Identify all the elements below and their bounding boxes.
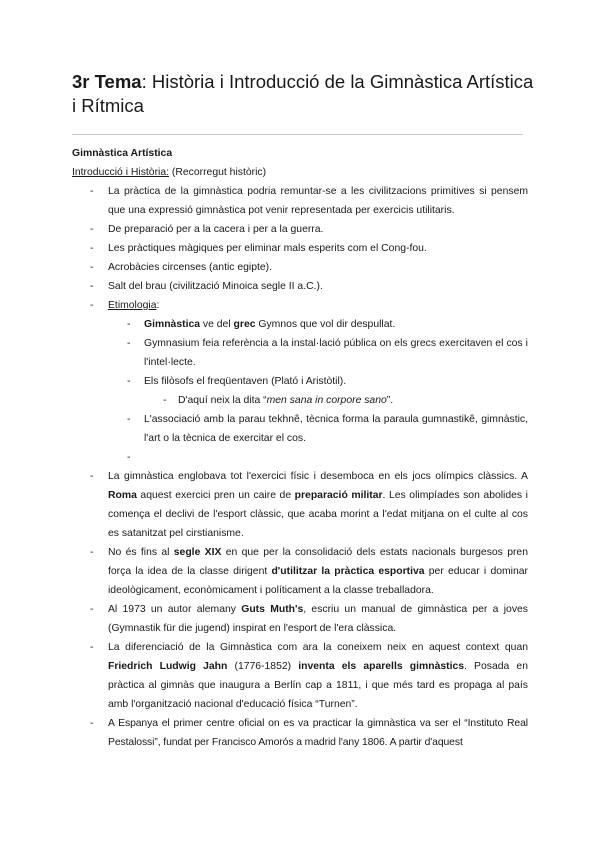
list-item <box>72 239 528 258</box>
title-bold: 3r Tema <box>72 71 142 92</box>
bold-term: Gimnàstica <box>144 319 201 330</box>
bullet-dash: - <box>90 243 94 254</box>
list-item <box>72 220 528 239</box>
etymology-heading: Etimologia <box>108 300 157 311</box>
sub-list-item <box>72 334 528 372</box>
list-item <box>72 182 528 220</box>
bold-term: d'utilitzar la pràctica esportiva <box>271 566 425 577</box>
horizontal-divider <box>72 134 523 135</box>
bullet-dash: - <box>90 471 94 482</box>
list-item-etymology <box>72 296 528 315</box>
bullet-dash: - <box>127 338 131 349</box>
list-item-text: Les pràctiques màgiques per eliminar mals esperits com el Cong-fou. <box>108 243 427 254</box>
sub-sub-list-item <box>72 391 528 410</box>
text-run: per educar i dominar ideològicament, econòmicament i políticament a la classe treballadora. <box>108 566 528 596</box>
bullet-dash: - <box>90 547 94 558</box>
list-item <box>72 714 528 752</box>
etymology-colon: : <box>156 300 160 311</box>
text-run: Els filòsofs el freqüentaven (Plató i Aristòtil). <box>144 376 347 387</box>
sub-list-item <box>72 315 528 334</box>
text-run: aquest exercici pren un caire de <box>136 490 295 501</box>
bullet-dash: - <box>90 642 94 653</box>
text-run: D'aquí neix la dita “ <box>178 395 267 406</box>
text-run: , escriu un manual de gimnàstica per a joves (Gymnastik für die jugend) inspirat en l'esport de l'era clàssica. <box>108 604 528 634</box>
bullet-dash: - <box>90 262 94 273</box>
bullet-dash: - <box>90 604 94 615</box>
text-run: Gymnos que vol dir despullat. <box>255 319 396 330</box>
bullet-dash: - <box>90 224 94 235</box>
bold-term: preparació militar <box>294 490 383 501</box>
list-item <box>72 277 528 296</box>
bullet-dash: - <box>90 718 94 729</box>
sub-list-item <box>72 372 528 391</box>
bold-term: grec <box>233 319 256 330</box>
text-run: A Espanya el primer centre oficial on es va practicar la gimnàstica va ser el “Instituto Real Pestalossi”, fundat per Francisco Amorós a madrid l'any 1806. A partir d'aquest <box>108 718 528 748</box>
sub-list-item-empty <box>72 448 528 467</box>
bold-term: Guts Muth's <box>241 604 304 615</box>
bold-term: Roma <box>108 490 137 501</box>
bullet-dash: - <box>90 281 94 292</box>
list-item <box>72 258 528 277</box>
bullet-dash: - <box>127 376 131 387</box>
bullet-dash: - <box>127 319 131 330</box>
text-run: Gymnasium feia referència a la instal·lació pública on els grecs exercitaven el cos i l'intel·lecte. <box>144 338 528 368</box>
list-item <box>72 467 528 543</box>
latin-quote: men sana in corpore sano <box>266 395 387 406</box>
bold-term: Friedrich Ludwig Jahn <box>108 661 228 672</box>
text-run: (1776-1852) <box>227 661 299 672</box>
text-run: ve del <box>200 319 234 330</box>
bullet-dash: - <box>163 395 167 406</box>
text-run: No és fins al <box>108 547 174 558</box>
subheading-underlined: Introducció i Història: <box>72 167 170 178</box>
section-heading: Gimnàstica Artística <box>72 148 173 159</box>
text-run: La gimnàstica englobava tot l'exercici físic i desemboca en els jocs olímpics clàssics. A <box>108 471 528 482</box>
bullet-dash: - <box>127 414 131 425</box>
list-item-text: Acrobàcies circenses (antic egipte). <box>108 262 273 273</box>
title-rest: : Història i Introducció de la Gimnàstica Artística i Rítmica <box>72 71 534 116</box>
bullet-dash: - <box>90 186 94 197</box>
bold-term: segle XIX <box>173 547 222 558</box>
text-run: . Posada en pràctica al gimnàs que inaugura a Berlín cap a 1811, i que més tard es propaga al país amb l'organització nacional d'educació física “Turnen”. <box>108 661 528 710</box>
text-run: Al 1973 un autor alemany <box>108 604 242 615</box>
list-item-text: De preparació per a la cacera i per a la guerra. <box>108 224 324 235</box>
bold-term: inventa els aparells gimnàstics <box>298 661 465 672</box>
page-title <box>72 70 542 118</box>
sub-list-item <box>72 410 528 448</box>
list-item-text: Salt del brau (civilització Minoica segle II a.C.). <box>108 281 323 292</box>
text-run: en que per la consolidació dels estats nacionals burgesos pren força la idea de la classe dirigent <box>108 547 528 577</box>
text-run: . Les olimpíades son abolides i comença el declivi de l'esport clàssic, que acaba morint a l'edat mitjana on el culte al cos es satanitzat pel cirstianisme. <box>108 490 528 539</box>
text-run: La diferenciació de la Gimnàstica com ara la coneixem neix en aquest context quan <box>108 642 528 653</box>
bullet-dash: - <box>127 452 131 463</box>
text-run: L'associació amb la parau tekhnê, tècnica forma la paraula gumnastikê, gimnàstic, l'art o la tècnica de exercitar el cos. <box>144 414 528 444</box>
text-run: ”. <box>386 395 394 406</box>
list-item <box>72 543 528 600</box>
document-body <box>72 144 528 752</box>
list-item <box>72 638 528 714</box>
list-item-text: La pràctica de la gimnàstica podria remuntar-se a les civilitzacions primitives si pensem que una expressió gimnàstica pot venir representada per exercicis utilitaris. <box>108 186 528 216</box>
bullet-dash: - <box>90 300 94 311</box>
section-subheading <box>72 163 528 182</box>
list-item <box>72 600 528 638</box>
subheading-rest: (Recorregut històric) <box>169 167 267 178</box>
